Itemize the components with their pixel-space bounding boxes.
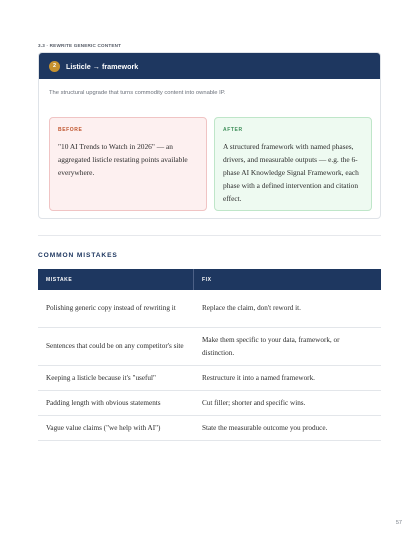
fix-cell: Restructure it into a named framework. [202,373,315,382]
before-text: "10 AI Trends to Watch in 2026" — an aggregated listicle restating points available everywhere. [58,142,188,177]
table-row [38,391,381,416]
page-number: 57 [395,520,402,526]
mistake-cell: Padding length with obvious statements [46,398,161,407]
table-row [38,290,381,328]
after-label: AFTER [223,127,243,133]
table-row [38,328,381,366]
common-mistakes-heading: COMMON MISTAKES [38,252,118,259]
section-label: 3.3 · REWRITE GENERIC CONTENT [38,43,122,48]
column-header-mistake: MISTAKE [38,269,194,290]
column-header-fix: FIX [202,276,212,283]
mistake-cell: Polishing generic copy instead of rewriting it [46,304,176,312]
table-header [38,269,381,290]
before-after-card [38,52,381,219]
table-row [38,416,381,441]
mistake-cell: Vague value claims ("we help with AI") [46,423,161,432]
mistake-cell: Sentences that could be on any competitor's site [46,342,184,350]
card-title: Listicle → framework [66,61,139,71]
fix-cell: State the measurable outcome you produce. [202,423,328,432]
section-divider [38,235,381,236]
mistakes-table [38,269,381,441]
fix-cell: Cut filler; shorter and specific wins. [202,398,306,407]
card-header [39,53,380,79]
mistake-cell: Keeping a listicle because it's "useful" [46,373,156,382]
after-panel [214,117,372,211]
step-number-badge: 2 [49,61,60,72]
before-panel [49,117,207,211]
card-description: The structural upgrade that turns commodity content into ownable IP. [49,90,226,96]
fix-cell: Make them specific to your data, framework, or distinction. [202,335,340,357]
after-text: A structured framework with named phases, drivers, and measurable outputs — e.g. the 6-phase AI Knowledge Signal Framework, each phase with a defined intervention and citation effect. [223,142,359,203]
table-row [38,366,381,391]
before-label: BEFORE [58,127,83,133]
fix-cell: Replace the claim, don't reword it. [202,304,301,312]
